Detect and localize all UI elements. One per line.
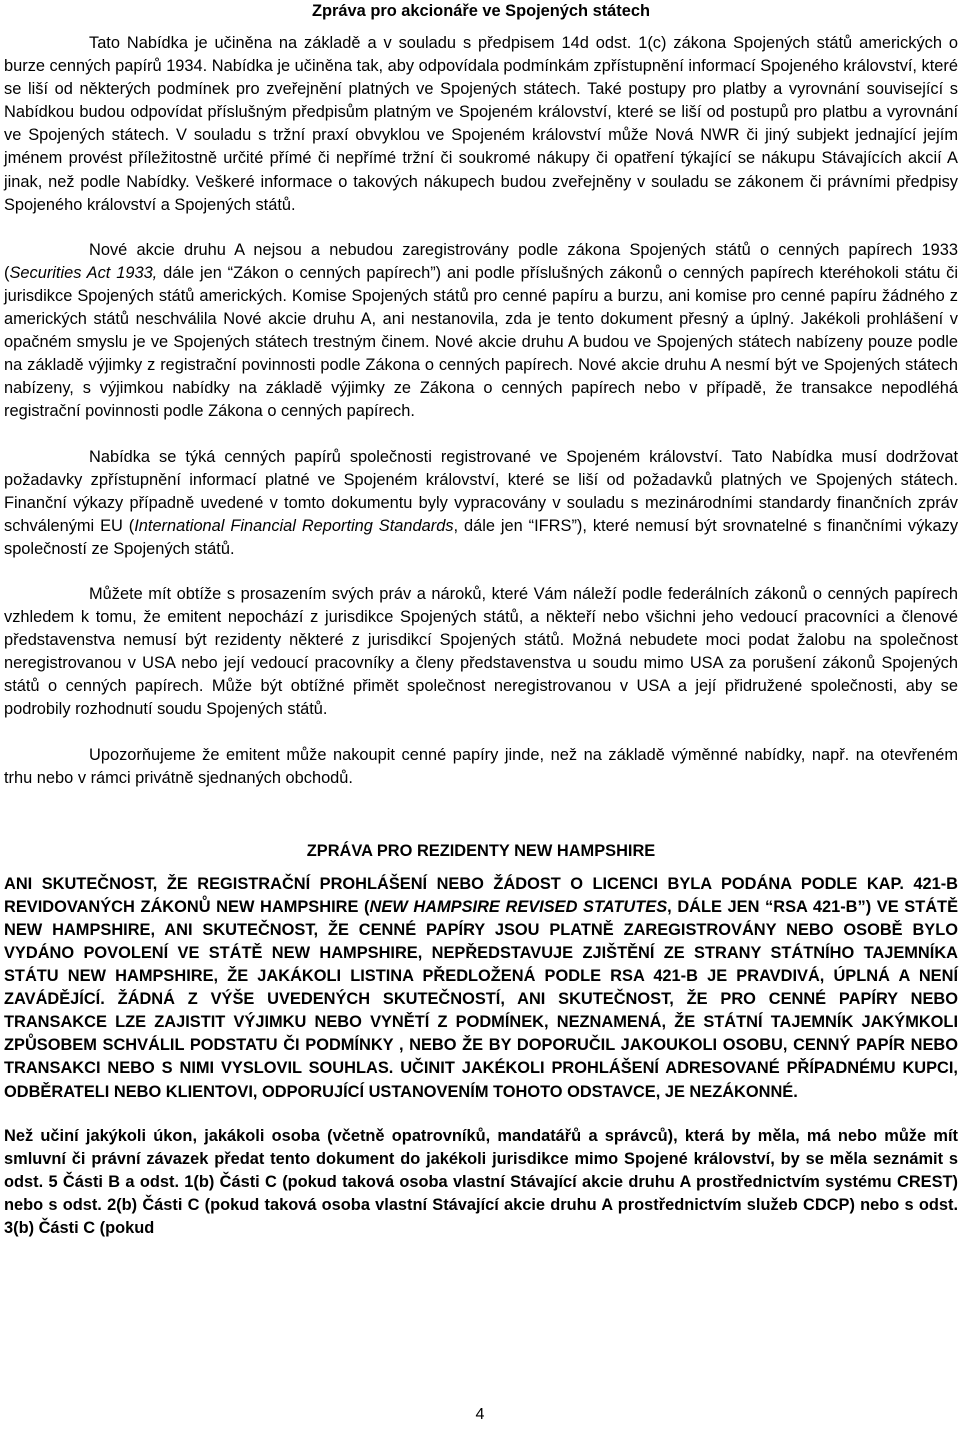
- new-hampshire-notice: [4, 873, 958, 1104]
- paragraph-text: Upozorňujeme že emitent může nakoupit cenné papíry jinde, než na základě výměnné nabídky, např. na otevřeném trhu nebo v rámci privátně sjednaných obchodů.: [4, 745, 958, 787]
- document-title: Zpráva pro akcionáře ve Spojených státech: [312, 2, 650, 20]
- paragraph-text: Nové akcie druhu A nejsou a nebudou zaregistrovány podle zákona Spojených států o cenných papírech 1933 (: [4, 240, 958, 282]
- new-hampshire-section-title: ZPRÁVA PRO REZIDENTY NEW HAMPSHIRE: [306, 841, 656, 860]
- paragraph-italic-text: Securities Act 1933,: [9, 263, 158, 282]
- paragraph-securities-act: [4, 239, 958, 424]
- closing-paragraph: Než učiní jakýkoli úkon, jakákoli osoba (včetně opatrovníků, mandatářů a správců), která by měla, má nebo může mít smluvní či právní závazek předat tento dokument do jakékoli jurisdikce mimo Spojené království, by se měla seznámit s odst. 5 Části B a odst. 1(b) Části C (pokud taková osoba vlastní Stávající akcie druhu A prostřednictvím systému CREST) nebo s odst. 2(b) Části C (pokud taková osoba vlastní Stávající akcie druhu A prostřednictvím služeb CDCP) nebo s odst. 3(b) Části C (pokud: [4, 1126, 958, 1238]
- paragraph-text: , dále jen “IFRS”), které nemusí být srovnatelné s finančními výkazy společností ze Spojených států.: [4, 516, 959, 558]
- paragraph-text: dále jen “Zákon o cenných papírech”) ani podle příslušných zákonů o cenných papírech kteréhokoli státu či jurisdikce Spojených států amerických. Komise Spojených států pro cenné papíru a burzu, ani komise pro cenné papíru žádného z amerických států neschválila Nové akcie druhu A, ani nestanovila, zda je tento dokument přesný a úplný. Jakékoli prohlášení v opačném smyslu je ve Spojených státech trestným činem. Nové akcie druhu A budou ve Spojených státech nabízeny pouze podle na základě výjimky z registrační povinnosti podle Zákona o cenných papírech. Nové akcie druhu A nesmí být ve Spojených státech nabízeny, s výjimkou nabídky na základě výjimky ze Zákona o cenných papírech nebo v případě, že transakce nepodléhá registrační povinnosti podle Zákona o cenných papírech.: [4, 263, 958, 421]
- notice-italic-text: NEW HAMPSIRE REVISED STATUTES: [369, 897, 668, 916]
- document-content: [4, 0, 958, 1240]
- paragraph-text: Můžete mít obtíže s prosazením svých práv a nároků, které Vám náleží podle federálních zákonů o cenných papírech vzhledem k tomu, že emitent nepochází z jurisdikce Spojených států, a někteří nebo všichni jeho vedoucí pracovníci a členové představenstva nemusí být rezidenty některé z jurisdikcí Spojených států. Možná nebudete moci podat žalobu na společnost neregistrovanou v USA nebo její vedoucí pracovníky a členy představenstva u soudu mimo USA za porušení zákonů Spojených států o cenných papírech. Může být obtížné přimět společnost neregistrovanou v USA a její přidružené společnosti, aby se podrobily rozhodnutí soudu Spojených států.: [4, 584, 958, 719]
- paragraph-us-offer: [4, 32, 958, 217]
- page-number: 4: [475, 1406, 485, 1423]
- paragraph-text: Tato Nabídka je učiněna na základě a v souladu s předpisem 14d odst. 1(c) zákona Spojených států amerických o burze cenných papírů 1934. Nabídka je učiněna tak, aby odpovídala podmínkám zpřístupnění informací Spojeného království, které se liší od některých podmínek pro zveřejnění platných ve Spojených státech. Také postupy pro platby a vyrovnání související s Nabídkou budou odpovídat příslušným předpisům platným ve Spojeném království, které se liší od postupů pro platbu a vyrovnání ve Spojených státech. V souladu s tržní praxí obvyklou ve Spojeném království může Nová NWR či jiný subjekt jednající jejím jménem provést příležitostně určité přímé či nepřímé tržní či soukromé nákupy či opatření týkající se nákupu Stávajících akcií A jinak, než podle Nabídky. Veškeré informace o takových nákupech budou zveřejněny v souladu se zákonem či právními předpisy Spojeného království a Spojených států.: [4, 34, 958, 214]
- paragraph-ifrs: [4, 446, 958, 561]
- paragraph-purchases: [4, 744, 958, 790]
- notice-text: ANI SKUTEČNOST, ŽE REGISTRAČNÍ PROHLÁŠENÍ NEBO ŽÁDOST O LICENCI BYLA PODÁNA PODLE KAP. 421-B REVIDOVANÝCH ZÁKONŮ NEW HAMPSHIRE (: [4, 874, 958, 916]
- paragraph-text: Nabídka se týká cenných papírů společnosti registrované ve Spojeném království. Tato Nabídka musí dodržovat požadavky zpřístupnění informací platné ve Spojeném království, které se liší od požadavků platných ve Spojených státech. Finanční výkazy případně uvedené v tomto dokumentu byly vypracovány v souladu s mezinárodními standardy finančních zpráv schválenými EU (: [4, 447, 958, 535]
- notice-text: , DÁLE JEN “RSA 421-B”) VE STÁTĚ NEW HAMPSHIRE, ANI SKUTEČNOST, ŽE CENNÉ PAPÍRY JSOU PLATNĚ ZAREGISTROVÁNY NEBO OSOBĚ BYLO VYDÁNO POVOLENÍ VE STÁTĚ NEW HAMPSHIRE, NEPŘEDSTAVUJE ZJIŠTĚNÍ ZE STRANY STÁTNÍHO TAJEMNÍKA STÁTU NEW HAMPSHIRE, ŽE JAKÁKOLI LISTINA PŘEDLOŽENÁ PODLE RSA 421-B JE PRAVDIVÁ, ÚPLNÁ A NENÍ ZAVÁDĚJÍCÍ. ŽÁDNÁ Z VÝŠE UVEDENÝCH SKUTEČNOSTÍ, ANI SKUTEČNOST, ŽE PRO CENNÉ PAPÍRY NEBO TRANSAKCE LZE ZAJISTIT VÝJIMKU NEBO VYNĚTÍ Z PODMÍNEK, NEZNAMENÁ, ŽE STÁTNÍ TAJEMNÍK JAKÝMKOLI ZPŮSOBEM SCHVÁLIL PODSTATU ČI PODMÍNKY , NEBO ŽE BY DOPORUČIL JAKOUKOLI OSOBU, CENNÝ PAPÍR NEBO TRANSAKCI NEBO S NIMI VYSLOVIL SOUHLAS. UČINIT JAKÉKOLI PROHLÁŠENÍ ADRESOVANÉ PŘÍPADNÉMU KUPCI, ODBĚRATELI NEBO KLIENTOVI, ODPORUJÍCÍ USTANOVENÍM TOHOTO ODSTAVCE, JE NEZÁKONNÉ.: [4, 897, 958, 1101]
- paragraph-italic-text: International Financial Reporting Standards: [134, 516, 454, 535]
- paragraph-enforcement: [4, 583, 958, 722]
